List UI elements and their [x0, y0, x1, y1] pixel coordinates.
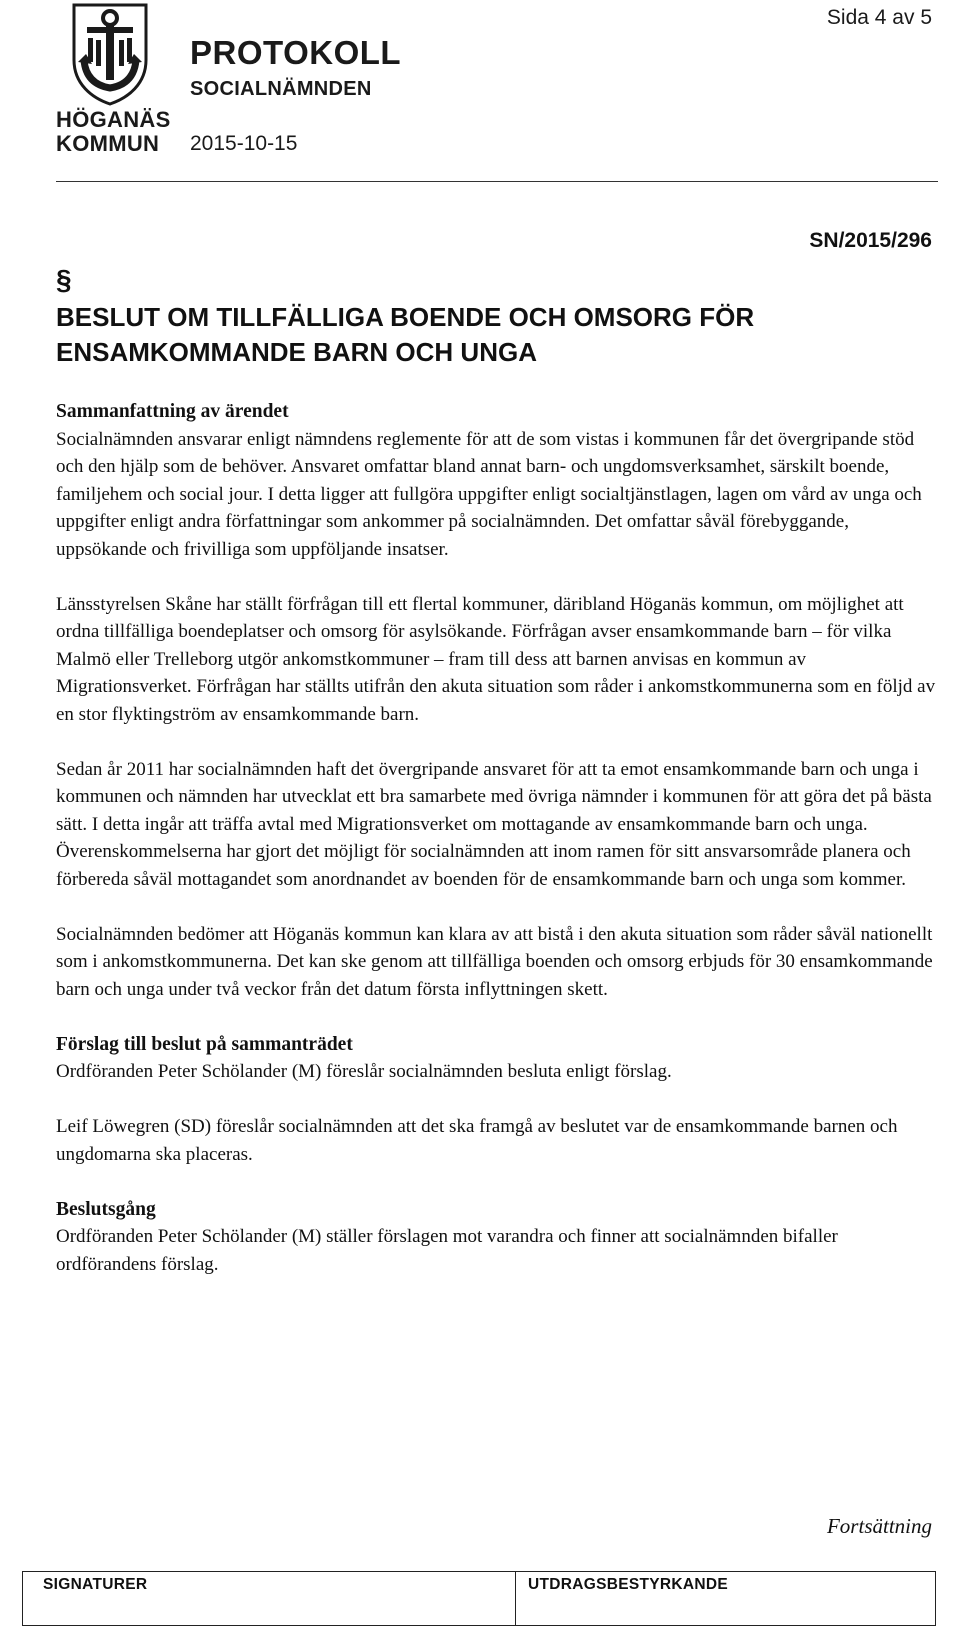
paragraph-sign: § — [56, 264, 72, 295]
logo-text: HÖGANÄS KOMMUN — [56, 107, 171, 156]
summary-paragraph: Länsstyrelsen Skåne har ställt förfrågan till ett flertal kommuner, däribland Höganäs kommun, om möjlighet att ordna tillfälliga boendeplatser och omsorg för asylsökande. Förfrågan avser ensamkommande barn – för vilka Malmö eller Trelleborg utgör ankomstkommuner – fram till dess att barnen anvisas en kommun av Migrationsverket. Förfrågan har ställts utifrån den akuta situation som råder i ankomstkommunerna som en följd av en stor flyktingström av ensamkommande barn. — [56, 593, 936, 725]
document-body — [56, 398, 936, 1278]
summary-paragraph: Socialnämnden ansvarar enligt nämndens reglemente för att de som vistas i kommunen får det övergripande stöd och den hjälp som de behöver. Ansvaret omfattar bland annat barn- och ungdomsverksamhet, särskilt boende, familjehem och social jour. I detta ligger att fullgöra uppgifter enligt socialtjänstlagen, lagen om vård av unga och uppgifter enligt andra författningar som ankommer på socialnämnden. Det omfattar såväl förebyggande, uppsökande och frivilliga som uppföljande insatser. — [56, 428, 922, 560]
summary-paragraph: Sedan år 2011 har socialnämnden haft det övergripande ansvaret för att ta emot ensamkommande barn och unga i kommunen och nämnden har utvecklat ett bra samarbete med övriga nämnder i kommunen för att göra det på bästa sätt. I detta ingår att träffa avtal med Migrationsverket om mottagande av ensamkommande barn och unga. Överenskommelserna har gjort det möjligt för socialnämnden att inom ramen för sitt ansvarsområde planera och förbereda såväl mottagandet som anordnandet av boenden för de ensamkommande barn och unga som kommer. — [56, 758, 932, 890]
procedure-section — [56, 1196, 936, 1279]
page-number: Sida 4 av 5 — [826, 6, 932, 29]
procedure-heading: Beslutsgång — [56, 1198, 156, 1220]
signatures-cell: SIGNATURER — [23, 1572, 516, 1625]
proposal-heading: Förslag till beslut på sammanträdet — [56, 1033, 353, 1055]
header-divider — [56, 181, 938, 182]
meeting-date: 2015-10-15 — [190, 132, 298, 155]
document-type: PROTOKOLL — [190, 34, 402, 71]
proposal-paragraph: Ordföranden Peter Schölander (M) föreslår socialnämnden besluta enligt förslag. — [56, 1061, 672, 1082]
extract-certification-cell: UTDRAGSBESTYRKANDE — [528, 1576, 729, 1593]
summary-section — [56, 398, 936, 1003]
case-number: SN/2015/296 — [809, 229, 932, 252]
footer-table — [22, 1571, 936, 1626]
committee-name: SOCIALNÄMNDEN — [190, 78, 372, 100]
procedure-paragraph: Ordföranden Peter Schölander (M) ställer förslagen mot varandra och finner att socialnämnden bifaller ordförandens förslag. — [56, 1226, 838, 1275]
summary-paragraph: Socialnämnden bedömer att Höganäs kommun kan klara av att bistå i den akuta situation som råder såväl nationellt som i ankomstkommunerna. Det kan ske genom att tillfälliga boenden och omsorg erbjuds för 30 ensamkommande barn och unga under två veckor från det datum första inflyttningen skett. — [56, 923, 933, 1000]
proposal-section — [56, 1031, 936, 1169]
summary-heading: Sammanfattning av ärendet — [56, 401, 289, 422]
continuation-note: Fortsättning — [826, 1514, 932, 1538]
case-title: BESLUT OM TILLFÄLLIGA BOENDE OCH OMSORG FÖR ENSAMKOMMANDE BARN OCH UNGA — [56, 302, 755, 367]
proposal-paragraph: Leif Löwegren (SD) föreslår socialnämnden att det ska framgå av beslutet var de ensamkommande barnen och ungdomarna ska placeras. — [56, 1116, 898, 1165]
anchor-shield-icon — [70, 2, 150, 106]
